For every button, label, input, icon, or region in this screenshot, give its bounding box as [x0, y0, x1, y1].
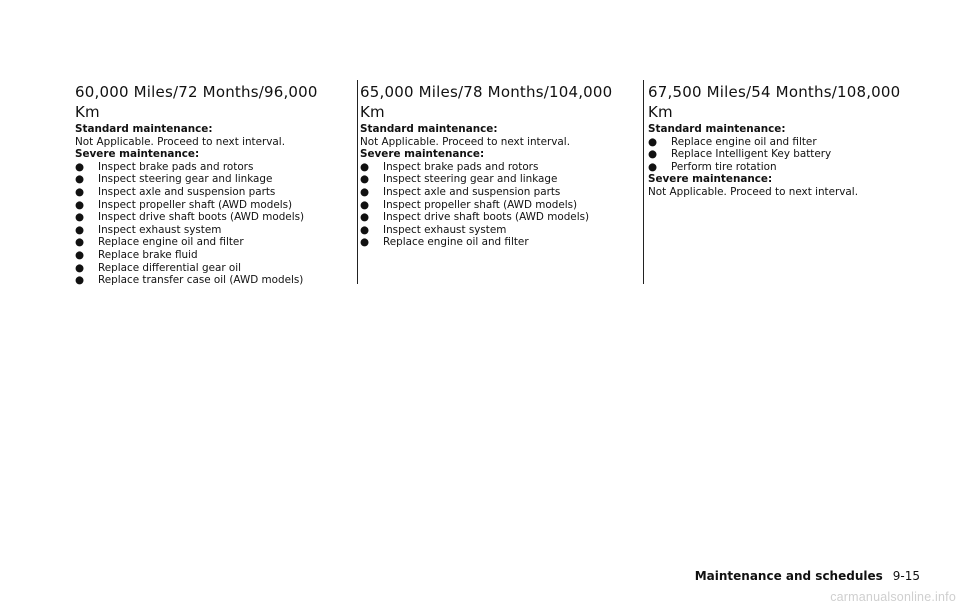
- column-divider: [357, 80, 358, 284]
- list-item: [360, 224, 632, 237]
- list-item-text: Inspect brake pads and rotors: [383, 160, 539, 173]
- list-item: [75, 186, 347, 199]
- standard-maintenance-label: Standard maintenance:: [648, 123, 786, 135]
- list-item: [360, 199, 632, 212]
- site-watermark: carmanualsonline.info: [830, 590, 956, 604]
- bullet-icon: ●: [75, 160, 85, 173]
- list-item-text: Inspect propeller shaft (AWD models): [98, 198, 293, 211]
- bullet-icon: ●: [75, 173, 85, 186]
- bullet-icon: ●: [360, 236, 370, 249]
- list-item-text: Inspect axle and suspension parts: [383, 185, 561, 198]
- bullet-icon: ●: [360, 211, 370, 224]
- list-item-text: Inspect drive shaft boots (AWD models): [383, 211, 590, 224]
- list-item: [75, 211, 347, 224]
- bullet-icon: ●: [75, 261, 85, 274]
- list-item-text: Inspect propeller shaft (AWD models): [383, 198, 578, 211]
- list-item: [648, 148, 920, 161]
- list-item: [360, 236, 632, 249]
- interval-heading: 65,000 Miles/78 Months/104,000 Km: [360, 83, 613, 121]
- standard-maintenance-label: Standard maintenance:: [360, 123, 498, 135]
- page-footer: [695, 568, 920, 584]
- bullet-icon: ●: [75, 274, 85, 287]
- severe-maintenance-label: Severe maintenance:: [360, 148, 485, 161]
- list-item-text: Replace transfer case oil (AWD models): [98, 274, 304, 287]
- list-item-text: Inspect exhaust system: [98, 223, 222, 236]
- list-item-text: Replace Intelligent Key battery: [671, 148, 832, 161]
- bullet-icon: ●: [75, 198, 85, 211]
- interval-heading: 67,500 Miles/54 Months/108,000 Km: [648, 83, 901, 121]
- standard-maintenance-list: [648, 136, 920, 174]
- bullet-icon: ●: [648, 135, 658, 148]
- bullet-icon: ●: [360, 198, 370, 211]
- bullet-icon: ●: [648, 148, 658, 161]
- list-item: [360, 186, 632, 199]
- bullet-icon: ●: [648, 160, 658, 173]
- list-item: [75, 173, 347, 186]
- bullet-icon: ●: [360, 160, 370, 173]
- bullet-icon: ●: [360, 223, 370, 236]
- bullet-icon: ●: [360, 173, 370, 186]
- severe-maintenance-text: Not Applicable. Proceed to next interval.: [648, 185, 858, 198]
- standard-maintenance-text: Not Applicable. Proceed to next interval.: [360, 135, 570, 148]
- list-item: [75, 274, 347, 287]
- interval-column-65000: [360, 82, 632, 249]
- list-item: [75, 262, 347, 275]
- list-item: [648, 136, 920, 149]
- column-divider: [643, 80, 644, 284]
- list-item-text: Inspect brake pads and rotors: [98, 160, 254, 173]
- interval-heading: 60,000 Miles/72 Months/96,000 Km: [75, 83, 318, 121]
- list-item-text: Inspect drive shaft boots (AWD models): [98, 211, 305, 224]
- severe-maintenance-list: [360, 161, 632, 249]
- list-item-text: Replace engine oil and filter: [383, 236, 529, 249]
- list-item-text: Inspect steering gear and linkage: [98, 173, 273, 186]
- list-item-text: Replace engine oil and filter: [98, 236, 244, 249]
- page-number: 9-15: [892, 569, 920, 583]
- list-item-text: Replace engine oil and filter: [671, 135, 817, 148]
- list-item-text: Perform tire rotation: [671, 160, 777, 173]
- list-item: [75, 236, 347, 249]
- interval-column-60000: [75, 82, 347, 287]
- list-item: [75, 224, 347, 237]
- standard-maintenance-label: Standard maintenance:: [75, 123, 213, 135]
- bullet-icon: ●: [75, 248, 85, 261]
- list-item-text: Inspect steering gear and linkage: [383, 173, 558, 186]
- footer-section-title: Maintenance and schedules: [694, 569, 883, 583]
- bullet-icon: ●: [75, 236, 85, 249]
- bullet-icon: ●: [360, 185, 370, 198]
- list-item-text: Replace differential gear oil: [98, 261, 242, 274]
- list-item: [75, 199, 347, 212]
- list-item-text: Replace brake fluid: [98, 248, 198, 261]
- standard-maintenance-text: Not Applicable. Proceed to next interval.: [75, 135, 285, 148]
- list-item: [648, 161, 920, 174]
- bullet-icon: ●: [75, 185, 85, 198]
- severe-maintenance-label: Severe maintenance:: [75, 148, 200, 161]
- list-item: [75, 161, 347, 174]
- list-item: [75, 249, 347, 262]
- severe-maintenance-label: Severe maintenance:: [648, 173, 773, 186]
- list-item: [360, 211, 632, 224]
- bullet-icon: ●: [75, 211, 85, 224]
- list-item-text: Inspect axle and suspension parts: [98, 185, 276, 198]
- bullet-icon: ●: [75, 223, 85, 236]
- list-item: [360, 161, 632, 174]
- list-item: [360, 173, 632, 186]
- list-item-text: Inspect exhaust system: [383, 223, 507, 236]
- interval-column-67500: [648, 82, 920, 199]
- severe-maintenance-list: [75, 161, 347, 287]
